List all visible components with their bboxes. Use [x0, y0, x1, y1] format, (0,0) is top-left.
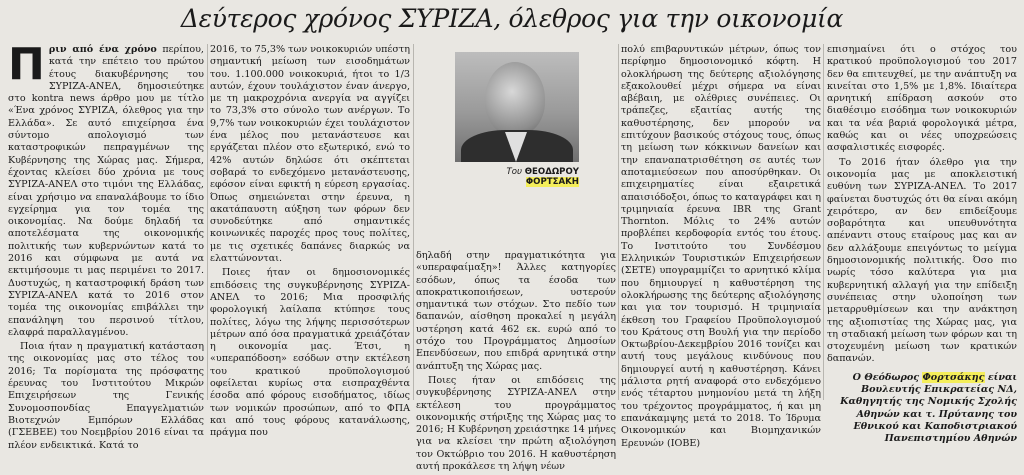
paragraph: Το 2016 ήταν όλεθρο για την οικονομία μας με αποκλειστική ευθύνη των ΣΥΡΙΖΑ-ΑΝΕΛ. Το 2017 φαίνεται δυστυχώς ότι θα είναι ακόμη χειρότερο, αν δεν επιδείξουμε σοβαρότητα και υπευθυνότητα απέναντι στους εταίρους μας και αν δεν αλλάξουμε επειγόντως το μείγμα δημοσιονομικής πολιτικής. Όσο πιο νωρίς τόσο καλύτερα για μια κυβερνητική αλλαγή για την επίδειξη συνέπειας στην υλοποίηση των μεταρρυθμίσεων και την ανάκτηση της αξιοπιστίας της Χώρας μας, για τη σταδιακή μείωση των φόρων και τη στοχευμένη μείωση των κρατικών δαπανών. [827, 156, 1017, 365]
author-name: ΘΕΟΔΩΡΟΥ [524, 167, 579, 177]
article-column-4 [621, 44, 821, 452]
article-title: Δεύτερος χρόνος ΣΥΡΙΖΑ, όλεθρος για την οικονομία [180, 4, 844, 33]
paragraph: 2016, το 75,3% των νοικοκυριών υπέστη σημαντική μείωση των εισοδημάτων του. 1.100.000 νοικοκυριά, ήτοι το 1/3 αυτών, έχουν τουλάχιστον έναν άνεργο, με τη μακροχρόνια ανεργία να αγγίζει το 73,3% στο σύνολο των ανέργων. Το 9,7% των νοικοκυριών έχει τουλάχιστον ένα μέλος που μετανάστευσε και εργάζεται πλέον στο εξωτερικό, ενώ το 42% αυτών δηλώσε ότι σκέπτεται σοβαρά το ενδεχόμενο μετανάστευσης, εφόσον είναι εφικτή η εύρεση εργασίας. Όπως σημειώνεται στην έρευνα, η ακατάπαυστη αύξηση των φόρων δεν συνοδεύτηκε από σημαντικές κοινωνικές παροχές προς τους πολίτες, με τις σχετικές δαπάνες διαρκώς να ελαττώνονται. [210, 44, 410, 265]
paragraph: επισημαίνει ότι ο στόχος του κρατικού προϋπολογισμού του 2017 δεν θα επιτευχθεί, με την ανάπτυξη να κινείται στο 1,5% με 1,8%. Ιδιαίτερα αρνητική επίδραση ασκούν στο διαθέσιμο εισόδημα των νοικοκυριών και τα νέα βαριά φορολογικά μέτρα, καθώς και οι νέες υποχρεώσεις ασφαλιστικές εισφορές. [827, 44, 1017, 154]
article-column-3 [416, 250, 616, 475]
photo-caption [455, 167, 579, 187]
author-surname-highlighted: ΦΟΡΤΣΑΚΗ [525, 177, 579, 187]
caption-prefix: Του [506, 167, 525, 177]
paragraph: δηλαδή στην πραγματικότητα για «υπεραφαίμαξη»! Άλλες κατηγορίες εσόδων, όπως τα έσοδα των αποκρατικοποιήσεων, υστερούν σημαντικά των στόχων. Στο πεδίο των δαπανών, αίσθηση προκαλεί η μεγάλη υστέρηση κατά 462 εκ. ευρώ από το στόχο του Προγράμματος Δημοσίων Επενδύσεων, που επιδρά αρνητικά στην ανάπτυξη της Χώρας μας. [416, 250, 616, 372]
author-photo [455, 52, 579, 162]
paragraph: Ποια ήταν η πραγματική κατάσταση της οικονομίας μας στο τέλος του 2016; Τα πορίσματα της πρόσφατης έρευνας του Ινστιτούτου Μικρών Επιχειρήσεων της Γενικής Συνομοσπονδίας Επαγγελματιών Βιοτεχνών Εμπόρων Ελλάδας (ΓΣΕΒΕΕ) του Νοεμβρίου 2016 είναι τα πλέον ενδεικτικά. Κατά το [8, 341, 204, 451]
paragraph: Ποιες ήταν οι επιδόσεις της συγκυβέρνησης ΣΥΡΙΖΑ-ΑΝΕΛ στην εκτέλεση του προγράμματος οικονομικής στήριξης της Χώρας μας το 2016; Η Κυβέρνηση χρειάστηκε 14 μήνες για να κλείσει την πρώτη αξιολόγηση τον Οκτώβριο του 2016. Η καθυστέρηση αυτή προκάλεσε τη λήψη νέων [416, 374, 616, 473]
column-divider [207, 44, 208, 400]
lead-in: ριν από ένα χρόνο [48, 44, 157, 55]
bio-text: είναι Βουλευτής Επικρατείας ΝΔ, Καθηγητής της Νομικής Σχολής Αθηνών και τ. Πρύτανης του Εθνικού και Καποδιστριακού Πανεπιστημίου Αθηνών [840, 371, 1017, 445]
article-column-5 [827, 44, 1017, 446]
column-divider [618, 44, 619, 400]
paragraph [8, 39, 204, 339]
paragraph: Ποιες ήταν οι δημοσιονομικές επιδόσεις της συγκυβέρνησης ΣΥΡΙΖΑ-ΑΝΕΛ το 2016; Μια προσφιλής φορολογική λαίλαπα κτύπησε τους πολίτες, λόγω της λήψης περισσότερων μέτρων από όσα πραγματικά χρειάζόταν η οικονομία μας. Έτσι, η «υπεραπόδοση» εσόδων στην εκτέλεση του κρατικού προϋπολογισμού οφείλεται κυρίως στα εισπραχθέντα έσοδα από φόρους εισοδήματος, ιδίως των νομικών προσώπων, από το ΦΠΑ και από τους φόρους κατανάλωσης, πράγμα που [210, 267, 410, 439]
drop-cap: Π [8, 39, 45, 90]
column-divider [823, 44, 824, 400]
paragraph-text: περίπου, κατά την επέτειο του πρώτου έτους διακυβέρνησης του ΣΥΡΙΖΑ-ΑΝΕΛ, δημοσιεύτηκε στο kontra news άρθρο μου με τίτλο «Ένα χρόνος ΣΥΡΙΖΑ, όλεθρος για την Ελλάδα». Σε αυτό επιχείρησα ένα σύντομο απολογισμό των καταστροφικών πεπραγμένων της Κυβέρνησης της Χώρας μας. Σήμερα, έχοντας κλείσει δύο χρόνια με τους ΣΥΡΙΖΑ-ΑΝΕΛ στο τιμόνι της Ελλάδας, είναι χρήσιμο να επαναλάβουμε το ίδιο εγχείρημα για τον τομέα της οικονομίας. Να δούμε δηλαδή τα αποτελέσματα της οικονομικής πολιτικής των κυβερνώντων κατά το 2016 και σύμφωνα με αυτά να εκτιμήσουμε τι μας περιμένει το 2017. Δυστυχώς, η καταστροφική δράση των ΣΥΡΙΖΑ-ΑΝΕΛ κατά το 2016 στον τομέα της οικονομίας επιβάλλει την επανάληψη του περσινού τίτλου, ελαφρά παραλλαγμένου. [8, 44, 204, 338]
article-column-1 [8, 39, 204, 454]
column-divider [413, 44, 414, 400]
paragraph: πολύ επιβαρυντικών μέτρων, όπως τον περίφημο δημοσιονομικό κόφτη. Η ολοκλήρωση της δεύτερης αξιολόγησης εξακολουθεί μέχρι σήμερα να είναι αβέβαιη, με ολέθριες συνέπειες. Οι τράπεζες, εξαιτίας αυτής της καθυστέρησης, δεν μπορούν να επιτύχουν βασικούς στόχους τους, όπως τη μείωση των κόκκινων δανείων και την επαναπατρισθέτηση σε αυτές των αποταμιεύσεων που αποσύρθηκαν. Οι επιχειρηματίες είναι εξαιρετικά απαισιόδοξοι, όπως το καταγράφει και η τριμηνιαία έρευνα IBR της Grant Thornton. Μόλις το 24% αυτών προβλέπει κερδοφορία εντός του έτους. Το Ινστιτούτο του Συνδέσμου Ελληνικών Τουριστικών Επιχειρήσεων (ΣΕΤΕ) υπογραμμίζει το αρνητικό κλίμα που δημιουργεί η καθυστέρηση της ολοκλήρωσης της δεύτερης αξιολόγησης και για τον τουρισμό. Η τριμηνιαία έκθεση του Γραφείου Προϋπολογισμού του Κράτους στη Βουλή για την περίοδο Οκτωβρίου-Δεκεμβρίου 2016 τονίζει και αυτή τους μεγάλους κινδύνους που δημιουργεί αυτή η καθυστέρηση. Κάνει μάλιστα ρητή αναφορά στο ενδεχόμενο ενός τέταρτου μνημονίου μετά τη λήξη του τρέχοντος προγράμματος, ή και μη επανάκαμψης μετά το 2018. Το Ίδρυμα Οικονομικών και Βιομηχανικών Ερευνών (ΙΟΒΕ) [621, 44, 821, 449]
article-column-2 [210, 44, 410, 442]
bio-name-highlighted: Φορτσάκης [922, 371, 985, 383]
author-bio [827, 372, 1017, 446]
bio-prefix: Ο Θεόδωρος [852, 371, 923, 383]
